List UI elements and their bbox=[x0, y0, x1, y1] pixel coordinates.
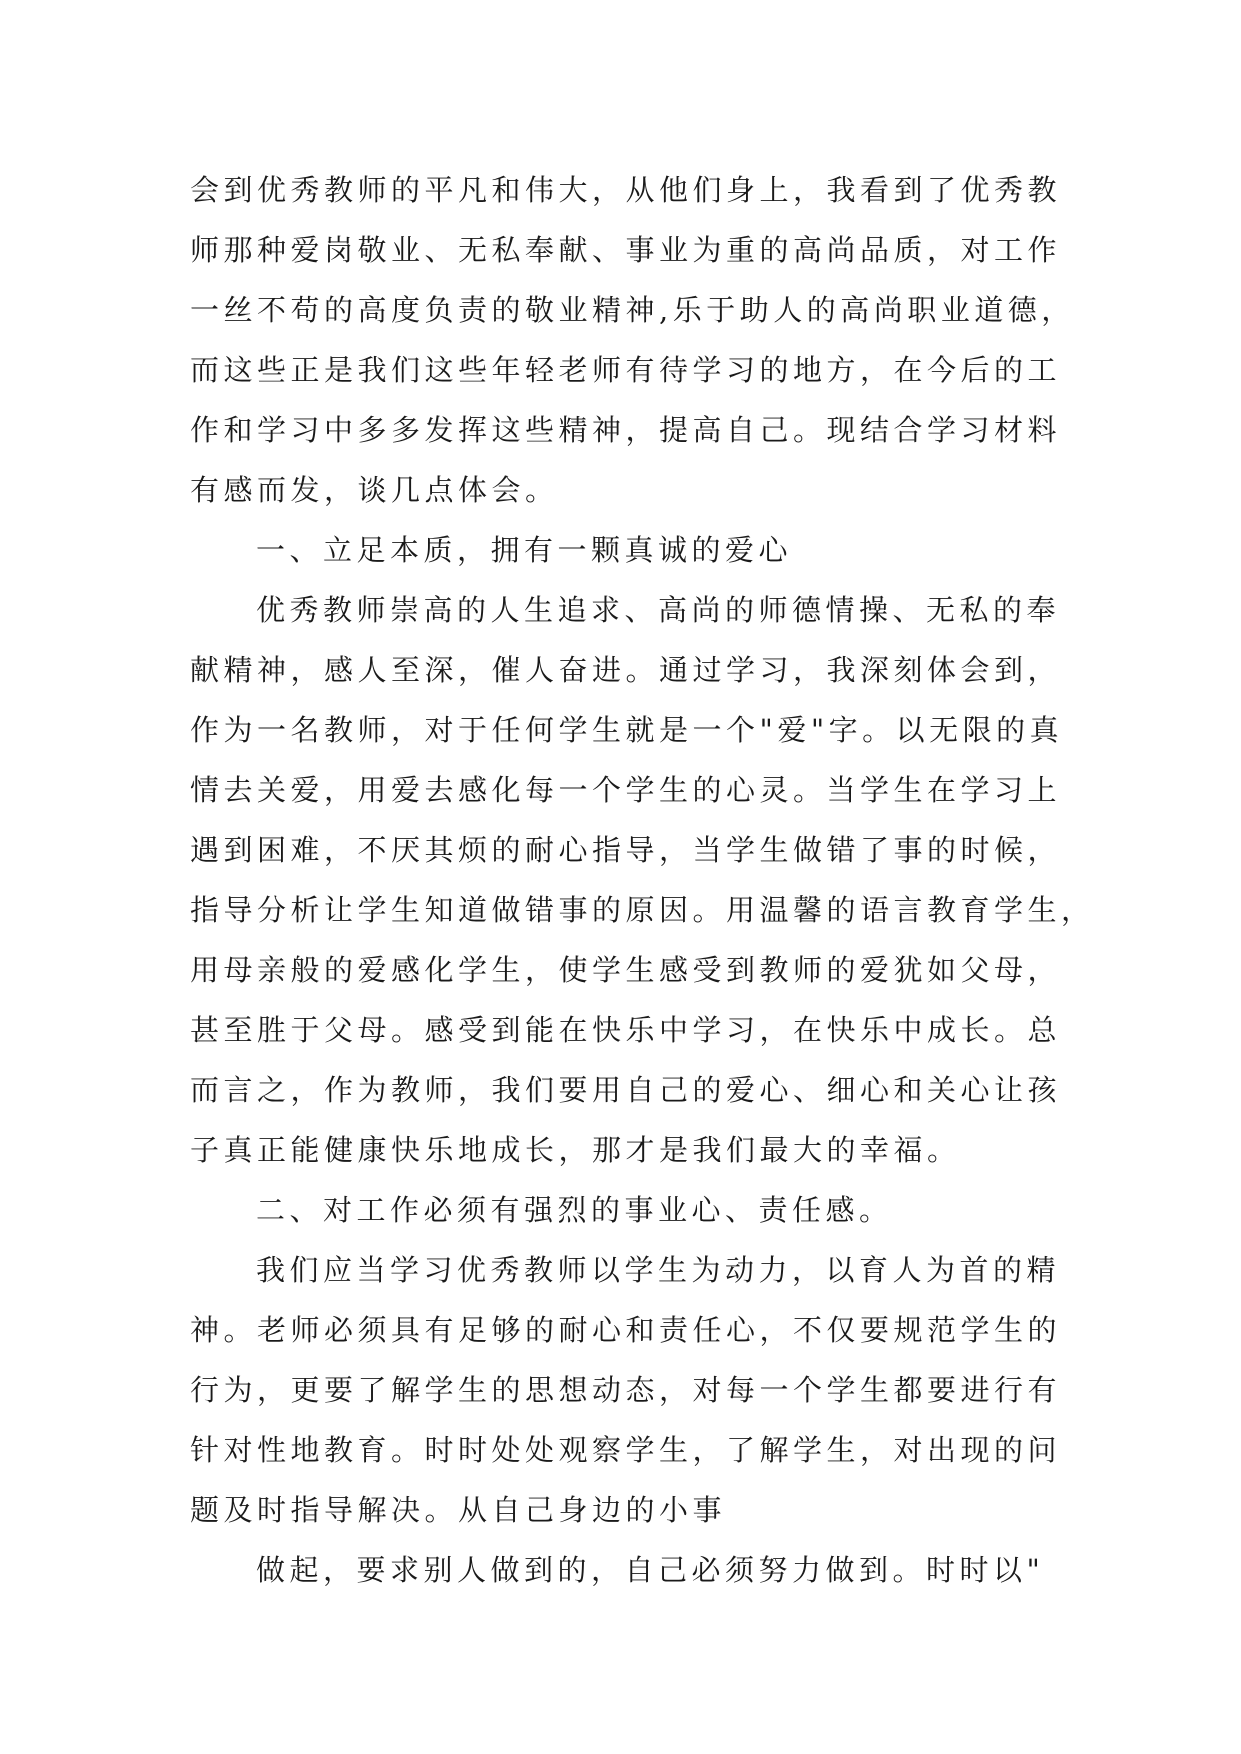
text-line-3: 一丝不苟的高度负责的敬业精神,乐于助人的高尚职业道德， bbox=[190, 293, 1075, 327]
text-line-10: 作为一名教师，对于任何学生就是一个"爱"字。以无限的真 bbox=[190, 713, 1064, 747]
section-heading-2: 二、对工作必须有强烈的事业心、责任感。 bbox=[256, 1193, 893, 1227]
text-line-16: 而言之，作为教师，我们要用自己的爱心、细心和关心让孩 bbox=[190, 1073, 1062, 1107]
document-body bbox=[190, 160, 1095, 1600]
text-line-22: 针对性地教育。时时处处观察学生，了解学生，对出现的问 bbox=[190, 1433, 1062, 1467]
text-line-9: 献精神，感人至深，催人奋进。通过学习，我深刻体会到， bbox=[190, 653, 1062, 687]
text-line-5: 作和学习中多多发挥这些精神，提高自己。现结合学习材料 bbox=[190, 413, 1062, 447]
text-line-13: 指导分析让学生知道做错事的原因。用温馨的语言教育学生， bbox=[190, 893, 1095, 927]
text-line-17: 子真正能健康快乐地成长，那才是我们最大的幸福。 bbox=[190, 1133, 961, 1167]
text-line-21: 行为，更要了解学生的思想动态，对每一个学生都要进行有 bbox=[190, 1373, 1062, 1407]
text-line-1: 会到优秀教师的平凡和伟大，从他们身上，我看到了优秀教 bbox=[190, 173, 1062, 207]
text-line-19: 我们应当学习优秀教师以学生为动力，以育人为首的精 bbox=[256, 1253, 1061, 1287]
text-line-4: 而这些正是我们这些年轻老师有待学习的地方，在今后的工 bbox=[190, 353, 1062, 387]
text-line-11: 情去关爱，用爱去感化每一个学生的心灵。当学生在学习上 bbox=[190, 773, 1062, 807]
text-line-8: 优秀教师崇高的人生追求、高尚的师德情操、无私的奉 bbox=[256, 593, 1061, 627]
text-line-14: 用母亲般的爱感化学生，使学生感受到教师的爱犹如父母， bbox=[190, 953, 1062, 987]
text-line-6: 有感而发，谈几点体会。 bbox=[190, 473, 559, 507]
text-line-20: 神。老师必须具有足够的耐心和责任心，不仅要规范学生的 bbox=[190, 1313, 1062, 1347]
section-heading-1: 一、立足本质，拥有一颗真诚的爱心 bbox=[256, 533, 793, 567]
text-line-12: 遇到困难，不厌其烦的耐心指导，当学生做错了事的时候， bbox=[190, 833, 1062, 867]
text-line-24: 做起，要求别人做到的，自己必须努力做到。时时以" bbox=[256, 1553, 1045, 1587]
text-line-2: 师那种爱岗敬业、无私奉献、事业为重的高尚品质，对工作 bbox=[190, 233, 1062, 267]
text-line-23: 题及时指导解决。从自己身边的小事 bbox=[190, 1493, 727, 1527]
text-line-15: 甚至胜于父母。感受到能在快乐中学习，在快乐中成长。总 bbox=[190, 1013, 1062, 1047]
